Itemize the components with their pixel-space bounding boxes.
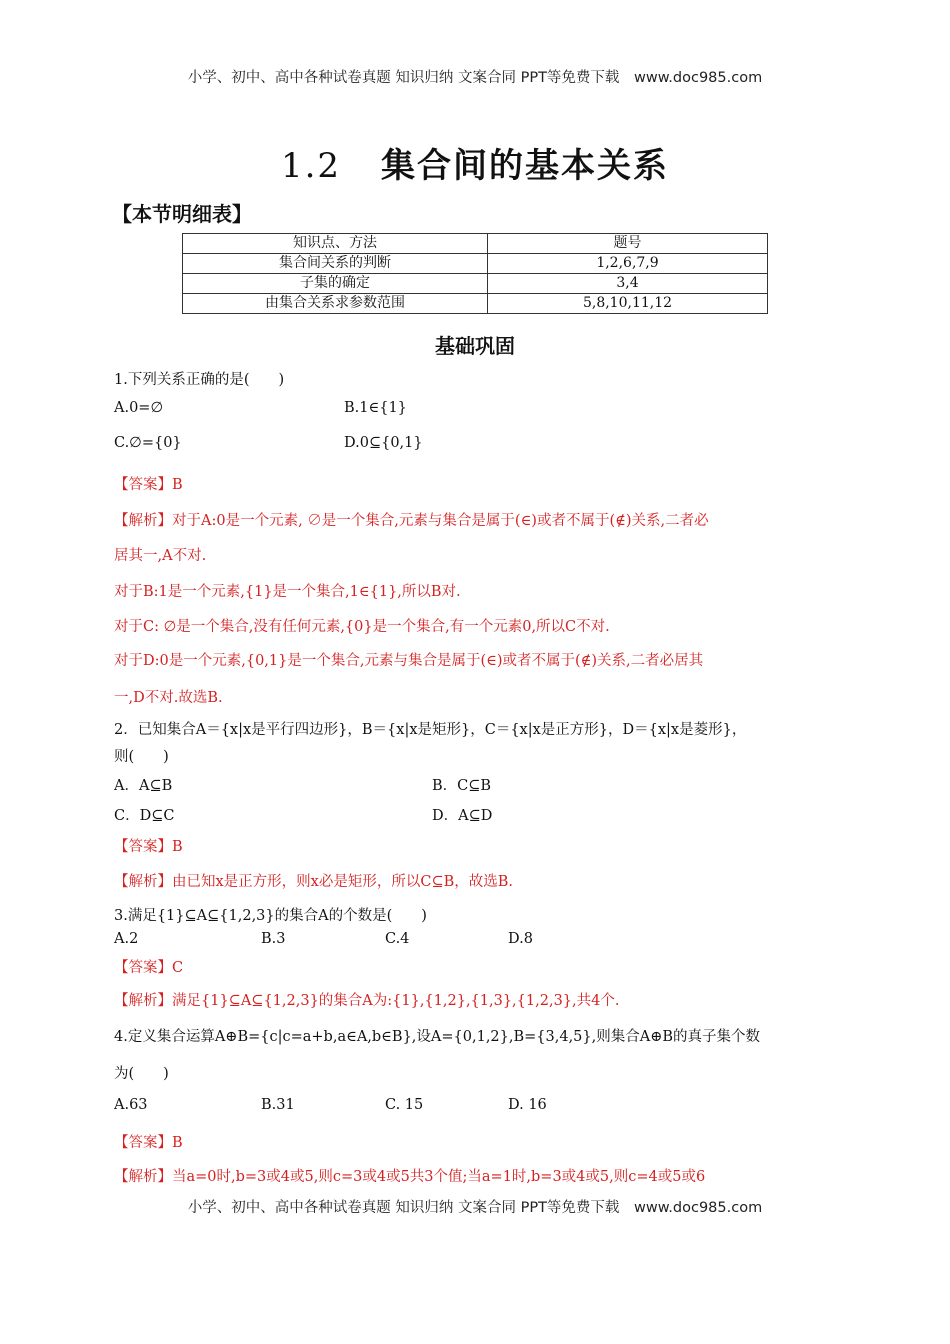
q1-stem: 1.下列关系正确的是( ) xyxy=(114,372,285,388)
q4-option-b: B.31 xyxy=(261,1097,295,1113)
page-header xyxy=(0,66,950,87)
q1-option-d: D.0⊆{0,1} xyxy=(344,435,423,451)
q2-option-d: D．A⊆D xyxy=(432,808,493,824)
table-header-cell: 知识点、方法 xyxy=(183,234,488,254)
footer-url[interactable]: www.doc985.com xyxy=(634,1200,763,1216)
page-title xyxy=(0,138,950,187)
q2-stem: 2．已知集合A＝{x|x是平行四边形}，B＝{x|x是矩形}，C＝{x|x是正方形}，D＝{x|x是菱形}， xyxy=(114,722,747,738)
q3-answer: 【答案】C xyxy=(114,960,184,976)
q3-explanation: 【解析】满足{1}⊆A⊆{1,2,3}的集合A为:{1},{1,2},{1,3},{1,2,3},共4个. xyxy=(114,993,620,1009)
q3-option-c: C.4 xyxy=(385,931,410,947)
q4-option-c: C. 15 xyxy=(385,1097,424,1113)
detail-table xyxy=(182,233,768,314)
header-text: 小学、初中、高中各种试卷真题 知识归纳 文案合同 PPT等免费下载 xyxy=(187,70,620,86)
q2-answer: 【答案】B xyxy=(114,839,183,855)
q3-option-d: D.8 xyxy=(508,931,533,947)
page-footer xyxy=(0,1196,950,1217)
q4-option-a: A.63 xyxy=(114,1097,148,1113)
table-cell: 3,4 xyxy=(488,274,768,294)
q1-option-c: C.∅={0} xyxy=(114,435,182,451)
q1-option-b: B.1∈{1} xyxy=(344,400,407,416)
section-subheading: 基础巩固 xyxy=(435,334,515,358)
q2-option-a: A．A⊆B xyxy=(114,778,173,794)
q4-explanation: 【解析】当a=0时,b=3或4或5,则c=3或4或5共3个值;当a=1时,b=3或4或5,则c=4或5或6 xyxy=(114,1169,706,1185)
q1-explanation-line: 【解析】对于A:0是一个元素, ∅是一个集合,元素与集合是属于(∈)或者不属于(∉)关系,二者必 xyxy=(114,513,709,529)
table-header-row xyxy=(183,234,768,254)
q4-answer: 【答案】B xyxy=(114,1135,183,1151)
header-url[interactable]: www.doc985.com xyxy=(634,70,763,86)
footer-text: 小学、初中、高中各种试卷真题 知识归纳 文案合同 PPT等免费下载 xyxy=(187,1200,620,1216)
q4-stem-cont: 为( ) xyxy=(114,1066,169,1082)
q2-option-b: B．C⊆B xyxy=(432,778,492,794)
table-cell: 5,8,10,11,12 xyxy=(488,294,768,314)
table-row xyxy=(183,294,768,314)
section-label: 【本节明细表】 xyxy=(112,202,252,226)
q1-explanation-line: 居其一,A不对. xyxy=(114,548,207,564)
q3-option-a: A.2 xyxy=(114,931,139,947)
q3-stem: 3.满足{1}⊆A⊆{1,2,3}的集合A的个数是( ) xyxy=(114,908,427,924)
q2-stem-cont: 则( ) xyxy=(114,749,169,765)
q1-explanation-line: 一,D不对.故选B. xyxy=(114,690,223,706)
table-cell: 1,2,6,7,9 xyxy=(488,254,768,274)
q2-option-c: C．D⊆C xyxy=(114,808,175,824)
table-cell: 子集的确定 xyxy=(183,274,488,294)
table-cell: 集合间关系的判断 xyxy=(183,254,488,274)
table-row xyxy=(183,274,768,294)
q3-option-b: B.3 xyxy=(261,931,286,947)
q2-explanation: 【解析】由已知x是正方形，则x必是矩形，所以C⊆B，故选B. xyxy=(114,874,514,890)
title-text: 集合间的基本关系 xyxy=(381,146,670,186)
q1-explanation-line: 对于B:1是一个元素,{1}是一个集合,1∈{1},所以B对. xyxy=(114,584,461,600)
q4-option-d: D. 16 xyxy=(508,1097,547,1113)
table-row xyxy=(183,254,768,274)
title-number: 1.2 xyxy=(280,146,342,186)
q4-stem: 4.定义集合运算A⊕B={c|c=a+b,a∈A,b∈B},设A={0,1,2},B={3,4,5},则集合A⊕B的真子集个数 xyxy=(114,1029,761,1045)
table-cell: 由集合关系求参数范围 xyxy=(183,294,488,314)
q1-explanation-line: 对于C: ∅是一个集合,没有任何元素,{0}是一个集合,有一个元素0,所以C不对. xyxy=(114,619,610,635)
q1-answer: 【答案】B xyxy=(114,477,183,493)
table-header-cell: 题号 xyxy=(488,234,768,254)
q1-explanation-line: 对于D:0是一个元素,{0,1}是一个集合,元素与集合是属于(∈)或者不属于(∉)关系,二者必居其 xyxy=(114,653,704,669)
q1-option-a: A.0=∅ xyxy=(114,400,164,416)
